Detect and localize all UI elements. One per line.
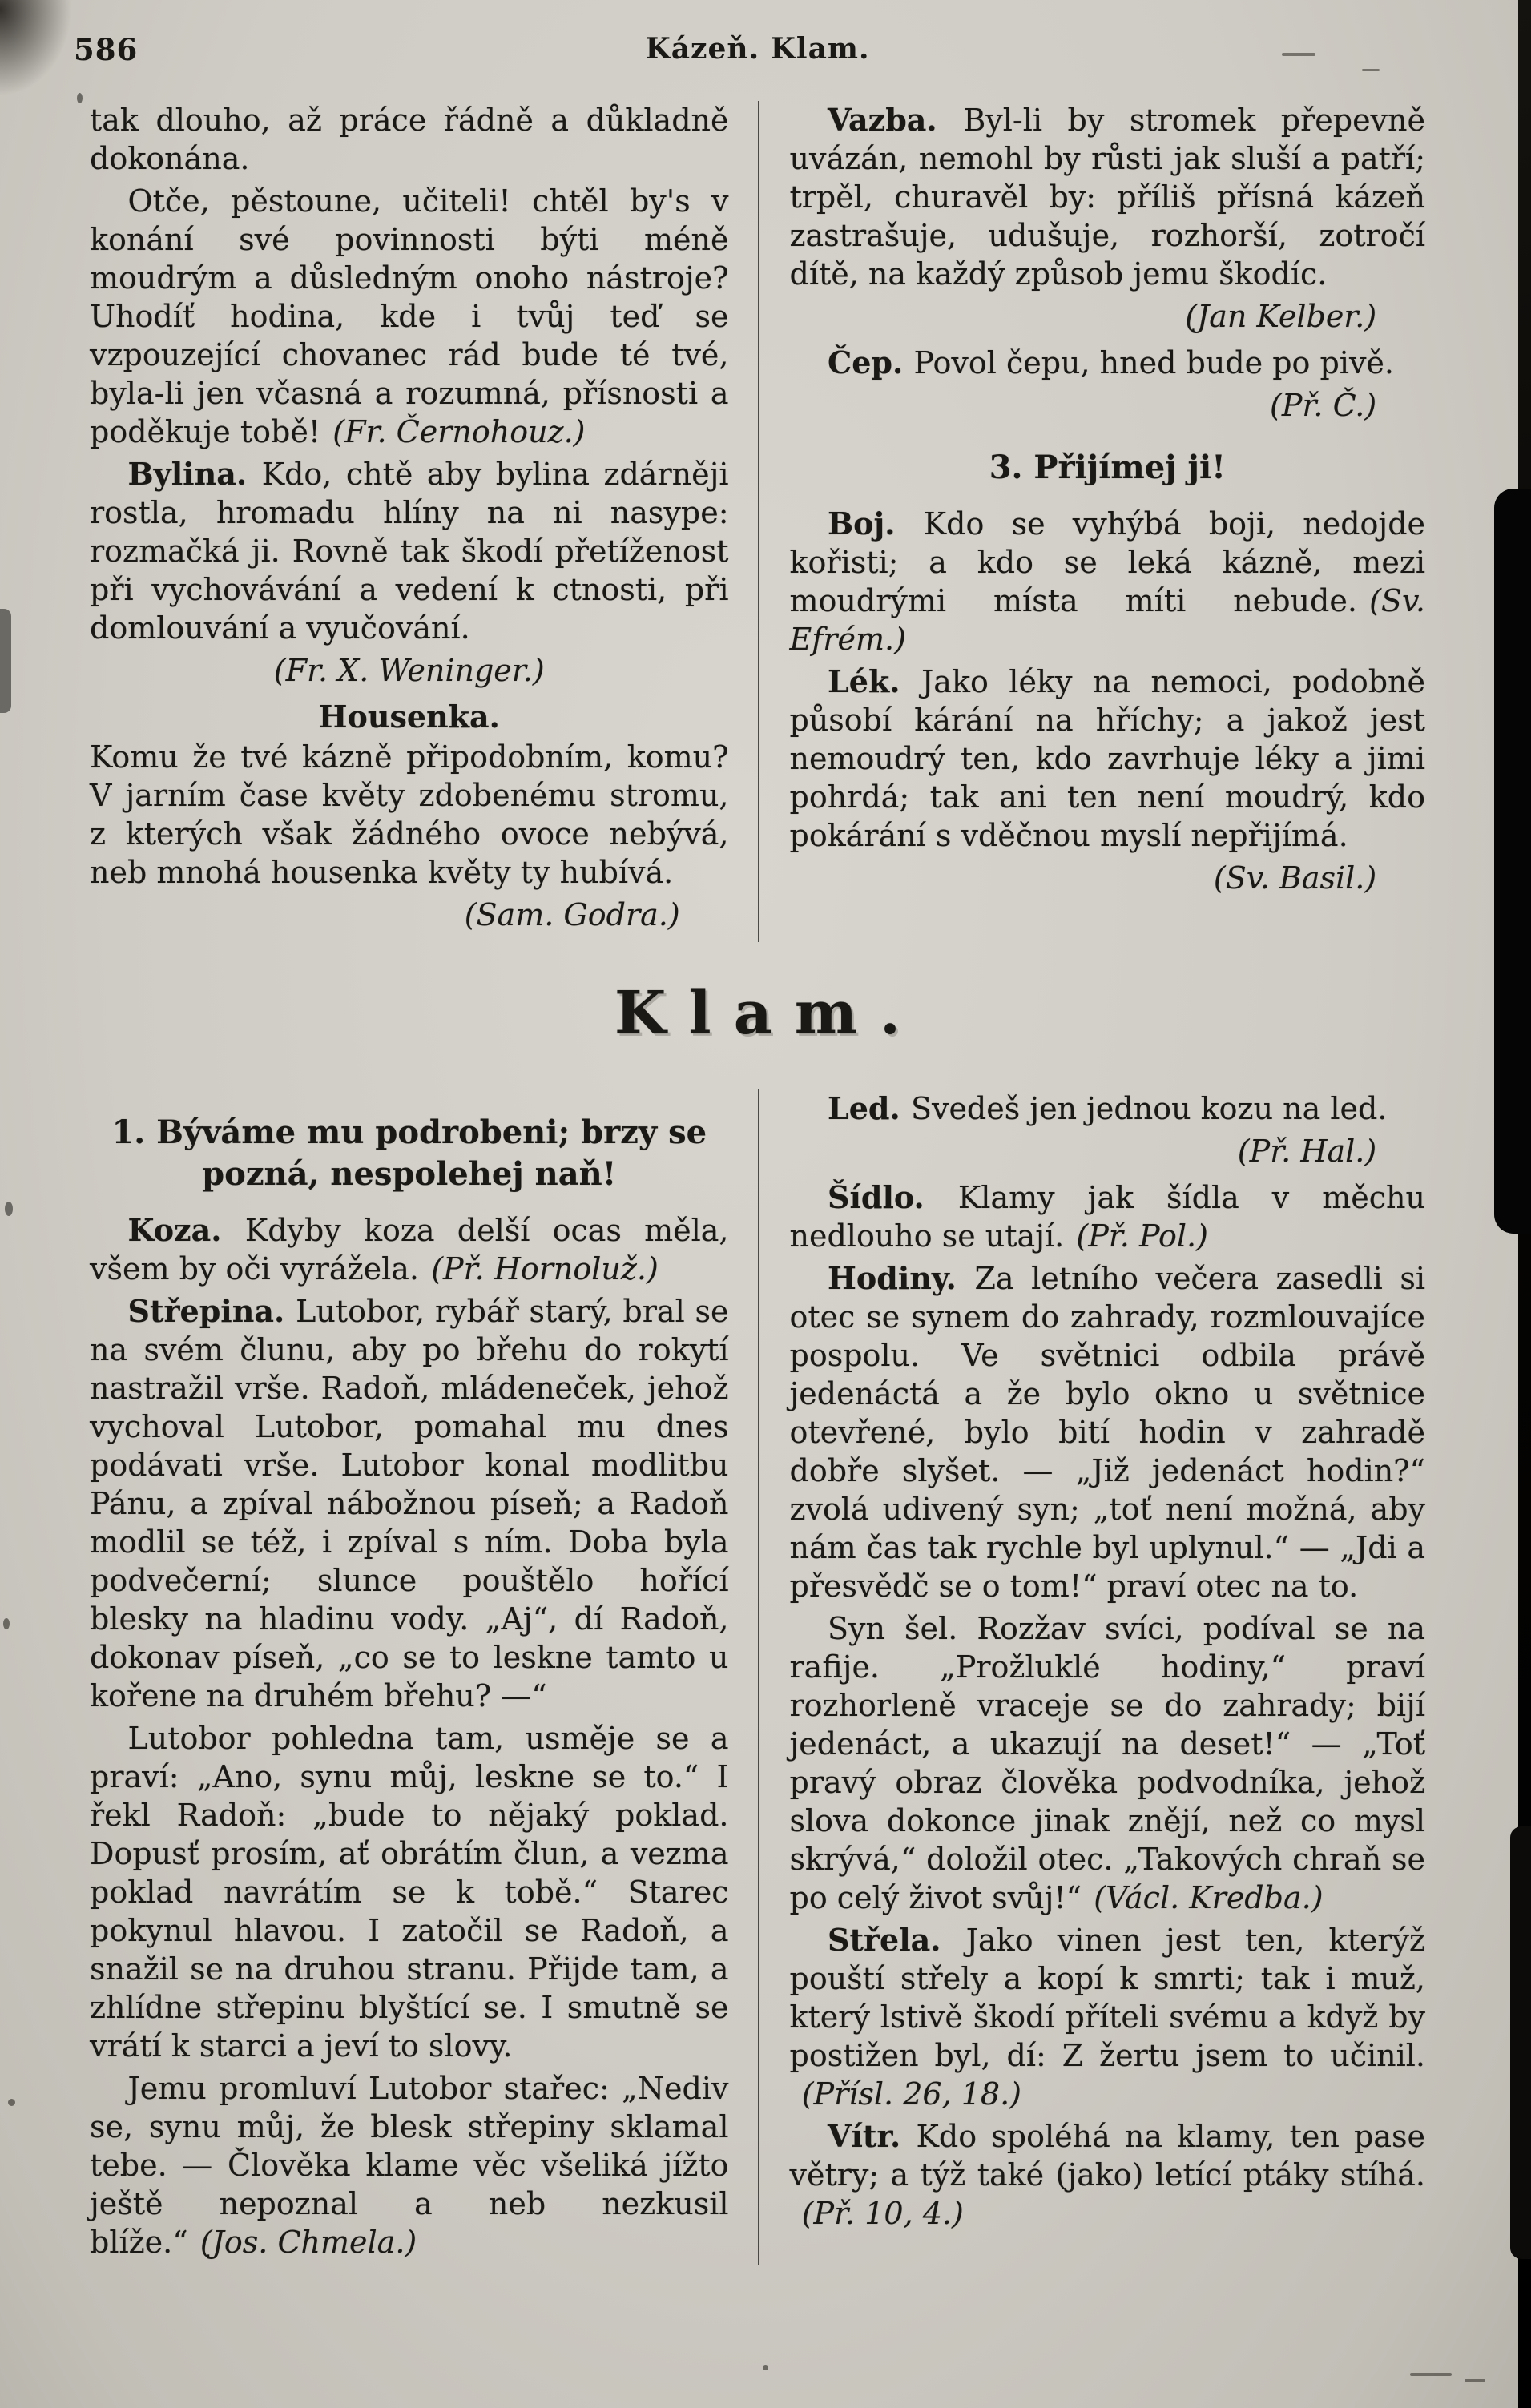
chapter-heading: Klam. xyxy=(614,979,924,1048)
scan-dash-artifact xyxy=(1465,2379,1485,2382)
scan-speck-artifact xyxy=(5,1202,13,1216)
attribution: (Fr. X. Weninger.) xyxy=(273,653,545,688)
paragraph: Šídlo. Klamy jak šídla v měchu nedlouho se utají. (Př. Pol.) xyxy=(789,1179,1425,1254)
paragraph-lead: Střela. xyxy=(828,1922,966,1958)
paragraph-lead: Šídlo. xyxy=(828,1179,958,1215)
scan-speck-artifact xyxy=(3,1618,10,1629)
paragraph-lead: Vítr. xyxy=(828,2118,917,2154)
paragraph-lead: Střepina. xyxy=(127,1293,296,1329)
scan-blob-artifact xyxy=(1494,489,1531,1234)
scan-smudge-artifact xyxy=(0,0,72,96)
paragraph: Bylina. Kdo, chtě aby bylina zdárněji rostla, hromadu hlíny na ni nasype: rozmačká ji. Rovně tak škodí přetíženost při vychovávání a vedení k ctnosti, při domlouvání a vyučování. xyxy=(90,456,729,646)
top-left-column xyxy=(90,101,758,942)
scan-speck-artifact xyxy=(8,2099,15,2106)
paragraph-lead: Lék. xyxy=(828,663,922,699)
paragraph: Led. Svedeš jen jednou kozu na led. xyxy=(828,1090,1388,1126)
paragraph: Vítr. Kdo spoléhá na klamy, ten pase větry; a týž také (jako) letící ptáky stíhá.(Př. 10, 4.) xyxy=(789,2118,1425,2231)
scan-blob-artifact xyxy=(1510,1826,1531,2259)
top-section xyxy=(90,101,1425,942)
attribution: (Sam. Godra.) xyxy=(464,897,680,932)
paragraph-lead: Hodiny. xyxy=(828,1260,975,1296)
paragraph-lead: Čep. xyxy=(828,344,914,381)
paragraph: Koza. Kdyby koza delší ocas měla, všem by oči vyrážela. (Př. Hornoluž.) xyxy=(90,1212,729,1287)
scan-speck-artifact xyxy=(763,2365,768,2370)
attribution: (Jan Kelber.) xyxy=(1185,299,1377,334)
paragraph-lead: Bylina. xyxy=(127,456,262,492)
paragraph: Lutobor pohledna tam, usměje se a praví: „Ano, synu můj, leskne se to.“ I řekl Radoň: „bude to nějaký poklad. Dopusť prosím, ať obrátím člun, a vezma poklad navrátím se k tobě.“ Starec pokynul hlavou. I zatočil se Radoň, a snažil se na druhou stranu. Přijde tam, a zhlídne střepinu blyštící se. I smutně se vrátí k starci a jeví to slovy. xyxy=(90,1721,729,2064)
attribution: (Fr. Černohouz.) xyxy=(332,414,586,449)
attribution: (Jos. Chmela.) xyxy=(199,2225,417,2260)
paragraph: Hodiny. Za letního večera zasedli si otec se synem do zahrady, rozmlouvajíce pospolu. Ve světnici odbila právě jedenáctá a že bylo okno u světnice otevřené, bylo bití hodin v zahradě dobře slyšet. — „Již jedenáct hodin?“ zvolá udivený syn; „toť není možná, aby nám čas tak rychle byl uplynul.“ — „Jdi a přesvědč se o tom!“ praví otec na to. xyxy=(789,1260,1426,1604)
paragraph: Komu že tvé kázně připodobním, komu? V jarním čase květy zdobenému stromu, z kterých však žádného ovoce nebývá, neb mnohá housenka květy ty hubívá. xyxy=(90,739,729,890)
paragraph: Lék. Jako léky na nemoci, podobně působí kárání na hříchy; a jakož jest nemoudrý ten, kdo zavrhuje léky a jimi pohrdá; tak ani ten není moudrý, kdo pokárání s vděčnou myslí nepřijímá. xyxy=(789,663,1425,853)
entry-heading: 3. Přijímej ji! xyxy=(989,449,1226,486)
attribution: (Sv. Efrém.) xyxy=(789,583,1425,657)
bottom-section xyxy=(90,1089,1425,2265)
paragraph-lead: Koza. xyxy=(127,1212,245,1248)
attribution: (Václ. Kredba.) xyxy=(1094,1880,1324,1915)
paragraph-lead: Housenka. xyxy=(318,699,500,735)
paragraph: Syn šel. Rozžav svíci, podíval se na rafije. „Prožluklé hodiny,“ praví rozhorleně vraceje se do zahrady; bijí jedenáct, a ukazují na deset!“ — „Toť pravý obraz člověka podvodníka, jehož slova dokonce jinak znějí, než co mysl skrývá,“ doložil otec. „Takových chraň se po celý život svůj!“ (Václ. Kredba.) xyxy=(789,1611,1425,1915)
page-number: 586 xyxy=(74,32,139,67)
attribution: (Př. 10, 4.) xyxy=(801,2196,964,2231)
paragraph: Vazba. Byl-li by stromek přepevně uvázán, nemohl by růsti jak sluší a patří; trpěl, churavěl by: příliš přísná kázeň zastrašuje, udušuje, rozhorší, zotročí dítě, na každý způsob jemu škodíc. xyxy=(789,102,1425,292)
scan-speck-artifact xyxy=(77,93,83,103)
attribution: (Př. Pol.) xyxy=(1076,1218,1208,1254)
paragraph-lead: Boj. xyxy=(828,505,924,542)
scan-streak-artifact xyxy=(0,609,11,713)
scan-dash-artifact xyxy=(1362,69,1380,71)
bottom-left-column xyxy=(90,1089,758,2265)
attribution: (Přísl. 26, 18.) xyxy=(801,2076,1021,2112)
paragraph-lead: Led. xyxy=(828,1090,911,1126)
paragraph: Střela. Jako vinen jest ten, kterýž pouští střely a kopí k smrti; tak i muž, který lstivě škodí příteli svému a když by postižen byl, dí: Z žertu jsem to učinil.(Přísl. 26, 18.) xyxy=(789,1922,1425,2112)
attribution: (Př. Hornoluž.) xyxy=(431,1251,659,1287)
scan-dash-artifact xyxy=(1410,2373,1452,2376)
top-right-column xyxy=(758,101,1426,942)
paragraph: Otče, pěstoune, učiteli! chtěl by's v konání své povinnosti býti méně moudrým a důsledným onoho nástroje? Uhodíť hodina, kde i tvůj teď se vzpouzející chovanec rád bude té tvé, byla-li jen včasná a rozumná, přísnosti a poděkuje tobě! (Fr. Černohouz.) xyxy=(90,183,729,449)
running-title: Kázeň. Klam. xyxy=(645,32,870,66)
paragraph: Čep. Povol čepu, hned bude po pivě. xyxy=(828,344,1394,381)
paragraph: Střepina. Lutobor, rybář starý, bral se na svém člunu, aby po břehu do rokytí nastražil vrše. Radoň, mládeneček, jehož vychoval Lutobor, pomahal mu dnes podávati vrše. Lutobor konal modlitbu Pánu, a zpíval nábožnou píseň; a Radoň modlil se též, i zpíval s ním. Doba byla podvečerní; slunce pouštělo hořící blesky na hladinu vody. „Aj“, dí Radoň, dokonav píseň, „co se to leskne tamto u kořene na druhém břehu? —“ xyxy=(90,1293,729,1713)
paragraph: Jemu promluví Lutobor stařec: „Nediv se, synu můj, že blesk střepiny sklamal tebe. — Člověka klame věc všeliká jížto ještě nepoznal a neb nezkusil blíže.“ (Jos. Chmela.) xyxy=(90,2071,729,2260)
running-header xyxy=(74,32,1425,77)
attribution: (Př. Hal.) xyxy=(1237,1134,1377,1169)
bottom-right-column xyxy=(758,1089,1426,2265)
paragraph: Boj. Kdo se vyhýbá boji, nedojde kořisti; a kdo se leká kázně, mezi moudrými místa míti nebude. (Sv. Efrém.) xyxy=(789,505,1426,657)
paragraph-lead: Vazba. xyxy=(828,102,964,138)
entry-heading: 1. Býváme mu podrobeni; brzy se pozná, nespolehej naň! xyxy=(111,1113,707,1193)
paragraph: tak dlouho, až práce řádně a důkladně dokonána. xyxy=(90,103,729,176)
scan-dash-artifact xyxy=(1282,53,1315,56)
attribution: (Sv. Basil.) xyxy=(1213,860,1377,896)
attribution: (Př. Č.) xyxy=(1270,388,1377,423)
